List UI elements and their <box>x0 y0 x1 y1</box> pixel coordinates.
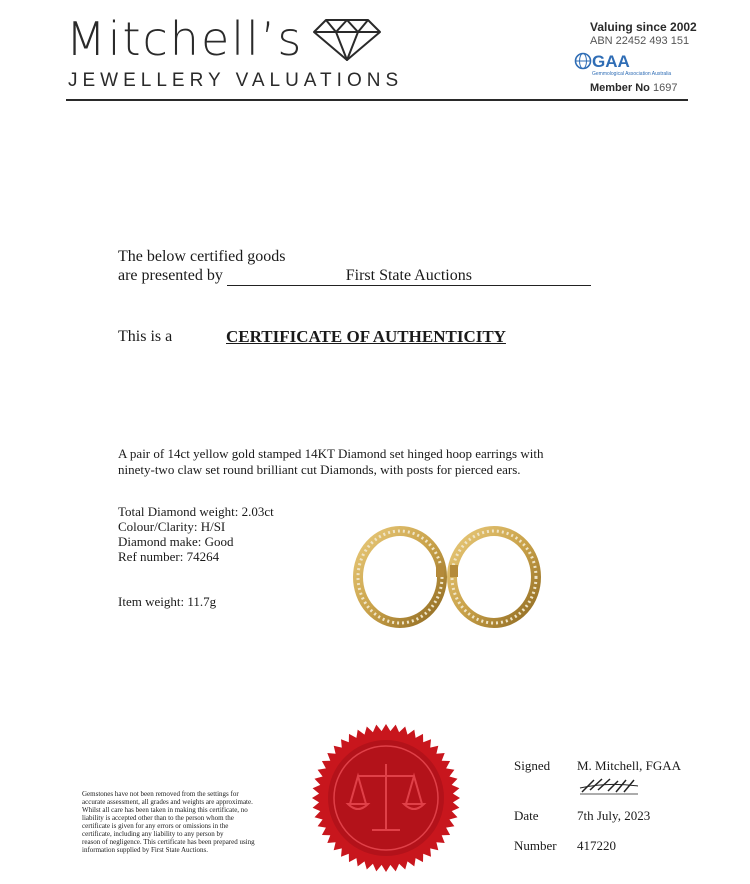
spec-ref-number: Ref number: 74264 <box>118 549 220 564</box>
abn-number: ABN 22452 493 151 <box>590 35 690 47</box>
member-label: Member No <box>590 82 650 94</box>
certificate-prefix: This is a <box>118 328 173 345</box>
header-divider <box>66 99 688 101</box>
left-earring <box>358 531 444 623</box>
intro-line-1: The below certified goods <box>118 248 286 265</box>
member-number <box>590 82 677 94</box>
disclaimer-line: Whilst all care has been taken in making this certificate, no <box>82 806 248 814</box>
presenter-name: First State Auctions <box>227 267 591 286</box>
spec-colour-clarity: Colour/Clarity: H/SI <box>118 519 226 534</box>
disclaimer-line: accurate assessment, all grades and weights are approximate. <box>82 798 253 806</box>
disclaimer-line: certificate is given for any errors or omissions in the <box>82 822 229 830</box>
wax-seal-icon <box>310 722 462 874</box>
member-value: 1697 <box>652 82 678 94</box>
spec-diamond-weight: Total Diamond weight: 2.03ct <box>118 504 274 519</box>
disclaimer <box>82 790 292 854</box>
date-value: 7th July, 2023 <box>577 808 651 823</box>
number-value: 417220 <box>577 838 616 853</box>
number-label: Number <box>514 838 557 853</box>
signed-label: Signed <box>514 758 551 773</box>
right-earring <box>450 531 536 623</box>
specs-list <box>118 504 274 564</box>
disclaimer-line: information supplied by First State Auctions. <box>82 846 208 854</box>
brand-name: Mitchell’s <box>66 12 304 66</box>
signed-value: M. Mitchell, FGAA <box>577 758 681 773</box>
disclaimer-line: liability is accepted other than to the person whom the <box>82 814 234 822</box>
disclaimer-line: Gemstones have not been removed from the settings for <box>82 790 239 798</box>
disclaimer-line: reason of negligence. This certificate has been prepared using <box>82 838 255 846</box>
gaa-subtext: Gemmological Association Australia <box>592 71 672 77</box>
intro-line-2 <box>118 267 591 286</box>
date-label: Date <box>514 808 539 823</box>
earrings-photo <box>352 525 542 629</box>
spec-diamond-make: Diamond make: Good <box>118 534 234 549</box>
description <box>118 446 543 478</box>
item-weight: Item weight: 11.7g <box>118 594 217 609</box>
presented-by-label: are presented by <box>118 267 223 284</box>
gaa-globe-icon <box>574 52 592 70</box>
diamond-logo-icon <box>312 14 382 62</box>
disclaimer-line: certificate, including any liability to any person by <box>82 830 224 838</box>
description-line-2: ninety-two claw set round brilliant cut Diamonds, with posts for pierced ears. <box>118 462 521 477</box>
valuing-since: Valuing since 2002 <box>590 20 697 34</box>
description-line-1: A pair of 14ct yellow gold stamped 14KT Diamond set hinged hoop earrings with <box>118 446 544 461</box>
certificate-title: CERTIFICATE OF AUTHENTICITY <box>226 327 506 346</box>
signature-icon <box>578 776 652 798</box>
gaa-logo-text: GAA <box>592 52 630 71</box>
brand-tagline: JEWELLERY VALUATIONS <box>68 70 404 91</box>
